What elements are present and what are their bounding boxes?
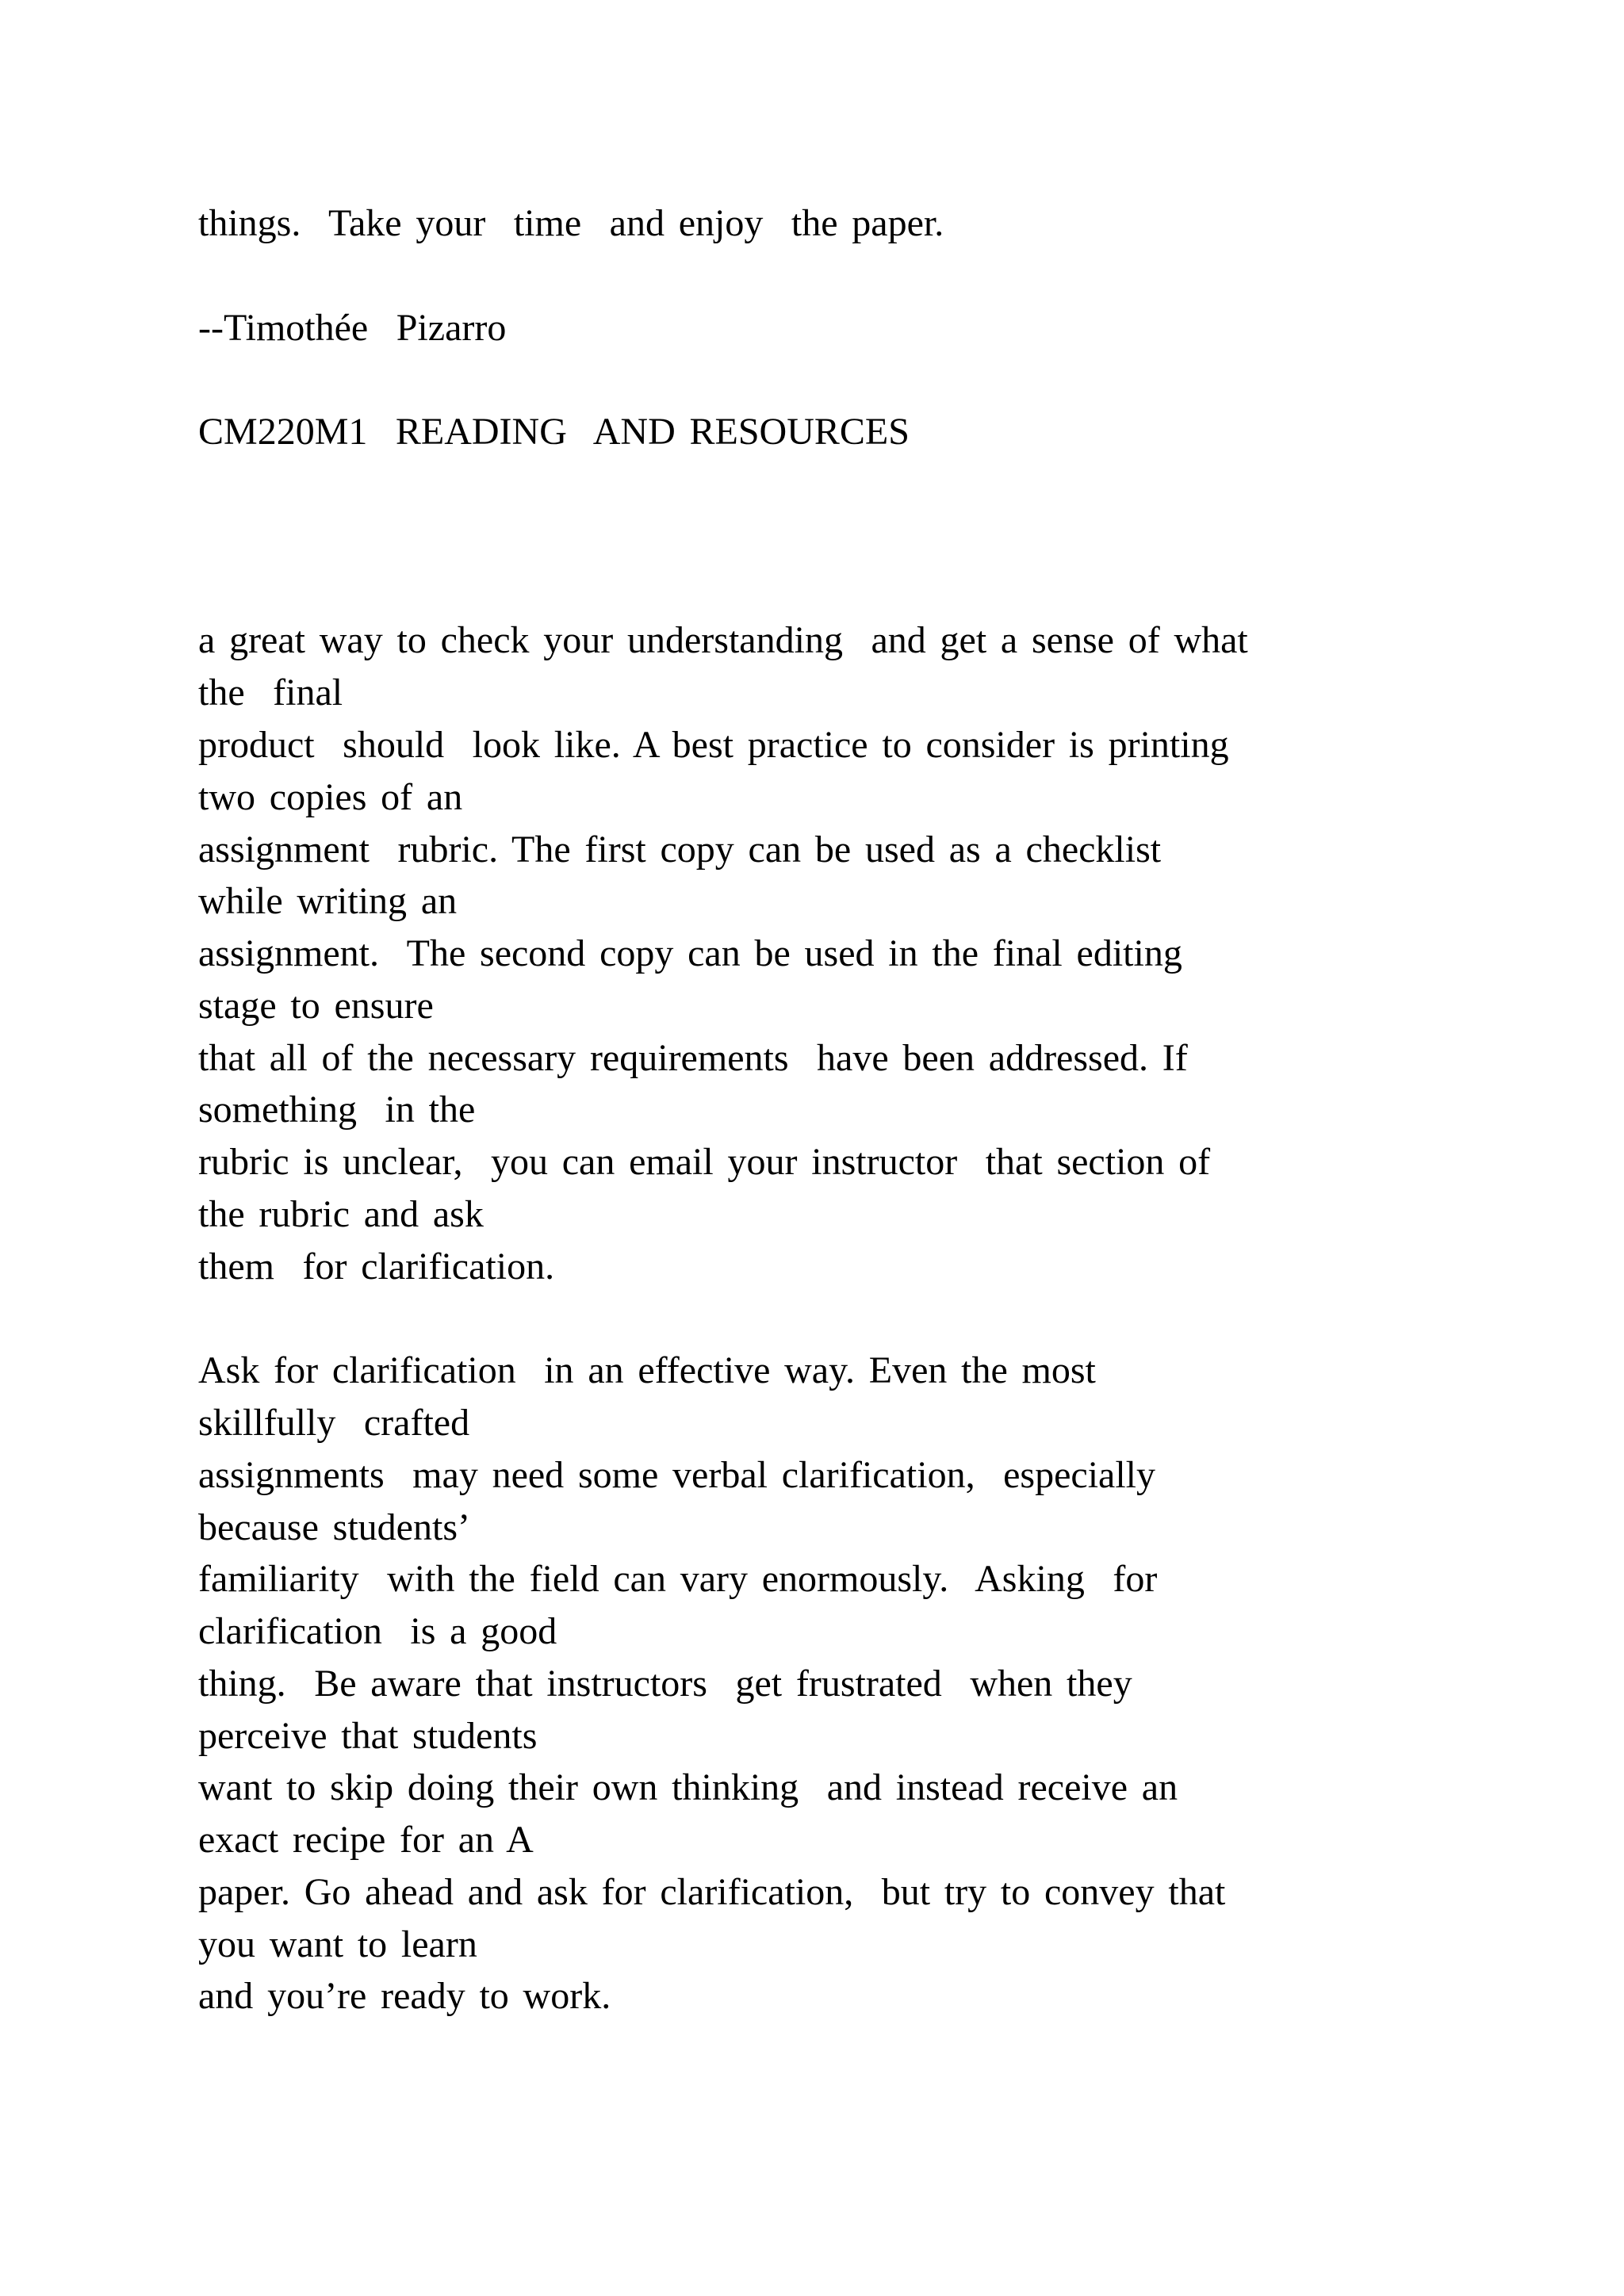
text-line: assignment. The second copy can be used in the final editing: [198, 932, 1182, 974]
text-line: product should look like. A best practice to consider is printing: [198, 724, 1229, 766]
text-line: and you’re ready to work.: [198, 1975, 611, 2017]
text-line: two copies of an: [198, 776, 463, 818]
text-line: you want to learn: [198, 1923, 477, 1965]
text-line: because students’: [198, 1506, 470, 1548]
text-line: skillfully crafted: [198, 1402, 470, 1444]
text-line: thing. Be aware that instructors get frustrated when they: [198, 1663, 1132, 1705]
text-line: assignment rubric. The first copy can be used as a checklist: [198, 828, 1162, 871]
text-line: paper. Go ahead and ask for clarification, but try to convey that: [198, 1871, 1226, 1913]
text-line: want to skip doing their own thinking and instead receive an: [198, 1766, 1178, 1808]
text-line: them for clarification.: [198, 1246, 555, 1288]
text-line: things. Take your time and enjoy the paper.: [198, 202, 944, 244]
section-heading: CM220M1 READING AND RESOURCES: [198, 411, 910, 453]
text-line: while writing an: [198, 880, 458, 922]
text-line: assignments may need some verbal clarification, especially: [198, 1454, 1156, 1496]
author-signature: --Timothée Pizarro: [198, 307, 507, 349]
text-line: a great way to check your understanding and get a sense of what: [198, 619, 1248, 661]
text-line: stage to ensure: [198, 985, 434, 1027]
text-line: rubric is unclear, you can email your instructor that section of: [198, 1141, 1211, 1183]
text-line: exact recipe for an A: [198, 1819, 534, 1861]
text-line: familiarity with the field can vary enormously. Asking for: [198, 1558, 1158, 1600]
text-line: Ask for clarification in an effective way. Even the most: [198, 1349, 1096, 1391]
text-line: perceive that students: [198, 1715, 538, 1757]
text-line: the rubric and ask: [198, 1193, 484, 1235]
text-line: clarification is a good: [198, 1610, 557, 1652]
text-line: the final: [198, 672, 343, 714]
text-line: something in the: [198, 1089, 476, 1131]
text-line: that all of the necessary requirements have been addressed. If: [198, 1037, 1188, 1079]
